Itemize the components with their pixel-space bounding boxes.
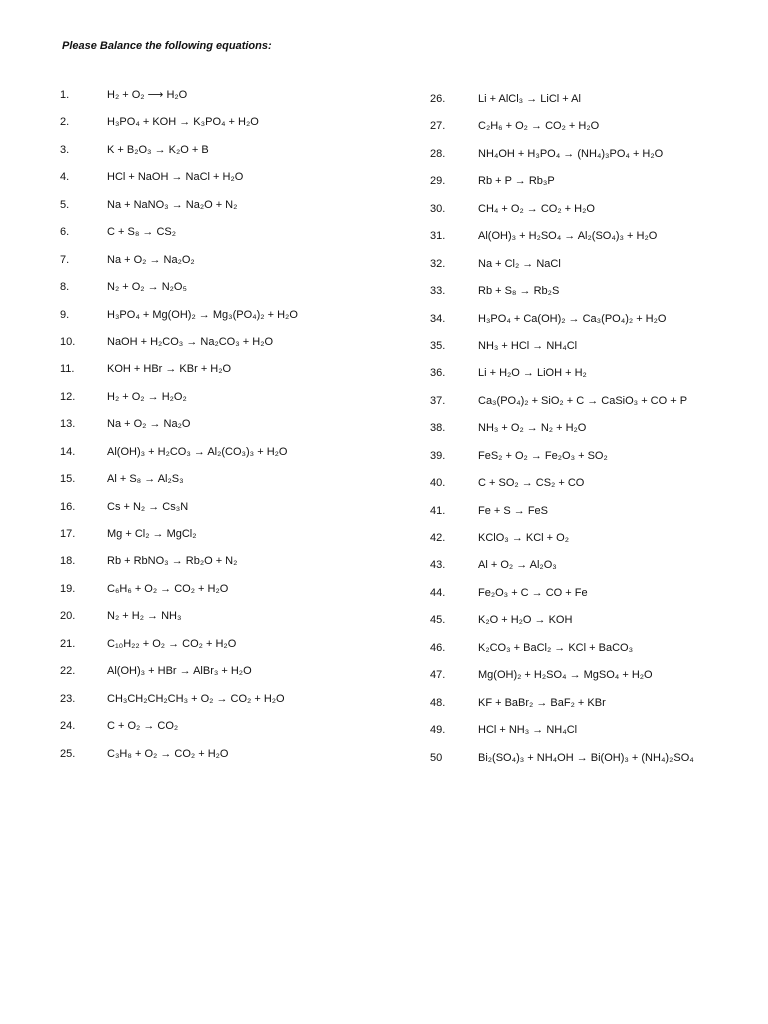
equation-text: Li + H₂O → LiOH + H₂ [478, 367, 587, 380]
equation-text: H₃PO₄ + Ca(OH)₂ → Ca₃(PO₄)₂ + H₂O [478, 312, 667, 325]
equation-row [430, 418, 768, 445]
equation-row [430, 610, 768, 637]
equation-row [430, 748, 768, 775]
equation-row [60, 661, 390, 688]
equation-text: Mg + Cl₂ → MgCl₂ [107, 528, 197, 540]
equation-number: 44. [430, 586, 446, 599]
equation-row [60, 579, 390, 606]
equation-row [430, 555, 768, 582]
equation-number: 9. [60, 308, 70, 321]
equation-row [430, 473, 768, 500]
equation-row [430, 199, 768, 226]
equation-row [60, 606, 390, 633]
equation-row [430, 665, 768, 692]
equation-row [430, 336, 768, 363]
equation-text: Al(OH)₃ + H₂CO₃ → Al₂(CO₃)₃ + H₂O [107, 445, 288, 458]
equation-row [430, 446, 768, 473]
equation-number: 41. [430, 504, 446, 517]
equation-number: 35. [430, 339, 446, 352]
equation-text: Fe₂O₃ + C → CO + Fe [478, 586, 588, 599]
equation-row [60, 634, 390, 661]
equation-number: 47. [430, 669, 446, 682]
equation-number: 15. [60, 473, 76, 486]
equation-row [430, 116, 768, 143]
equation-text: H₃PO₄ + KOH → K₃PO₄ + H₂O [107, 116, 259, 129]
equation-text: Na + Cl₂ → NaCl [478, 257, 561, 270]
equation-number: 31. [430, 230, 446, 243]
equation-row [430, 583, 768, 610]
equation-row [60, 387, 390, 414]
equation-row [60, 744, 390, 771]
equation-number: 38. [430, 422, 446, 435]
equation-text: C + SO₂ → CS₂ + CO [478, 477, 585, 490]
equation-number: 16. [60, 500, 76, 513]
equation-text: Rb + RbNO₃ → Rb₂O + N₂ [107, 555, 238, 568]
equation-number: 45. [430, 614, 446, 627]
equation-number: 7. [60, 253, 70, 266]
equation-text: C + S₈ → CS₂ [107, 226, 177, 239]
equation-text: KOH + HBr → KBr + H₂O [107, 363, 232, 376]
equation-text: CH₃CH₂CH₂CH₃ + O₂ → CO₂ + H₂O [107, 692, 285, 705]
equation-number: 20. [60, 610, 76, 623]
equation-row [430, 254, 768, 281]
equation-number: 48. [430, 696, 446, 709]
equation-number: 21. [60, 637, 76, 650]
equation-number: 14. [60, 445, 76, 458]
equation-row [60, 332, 390, 359]
equation-text: Cs + N₂ → Cs₃N [107, 500, 189, 513]
equation-number: 50 [430, 751, 443, 764]
equation-row [60, 112, 390, 139]
equation-number: 2. [60, 116, 70, 129]
equation-text: HCl + NH₃ → NH₄Cl [478, 724, 578, 737]
equation-number: 22. [60, 665, 76, 678]
equation-number: 39. [430, 449, 446, 462]
equation-row [430, 171, 768, 198]
equation-row [60, 305, 390, 332]
equation-text: HCl + NaOH → NaCl + H₂O [107, 171, 244, 184]
equation-list-left [60, 85, 390, 771]
equation-number: 27. [430, 120, 446, 133]
equation-text: Al(OH)₃ + H₂SO₄ → Al₂(SO₄)₃ + H₂O [478, 230, 658, 243]
equation-number: 3. [60, 143, 70, 156]
equation-number: 28. [430, 147, 446, 160]
equation-text: Al(OH)₃ + HBr → AlBr₃ + H₂O [107, 665, 252, 678]
equation-number: 26. [430, 93, 446, 105]
equation-number: 37. [430, 394, 446, 407]
equation-text: K₂CO₃ + BaCl₂ → KCl + BaCO₃ [478, 641, 634, 654]
equation-text: NH₄OH + H₃PO₄ → (NH₄)₃PO₄ + H₂O [478, 147, 664, 160]
equation-number: 23. [60, 692, 76, 705]
equation-text: Li + AlCl₃ → LiCl + Al [478, 93, 581, 105]
equation-number: 4. [60, 171, 70, 184]
equation-number: 32. [430, 257, 446, 270]
equation-text: NH₃ + O₂ → N₂ + H₂O [478, 422, 587, 435]
equation-row [430, 528, 768, 555]
equation-row [60, 222, 390, 249]
equation-text: Na + O₂ → Na₂O₂ [107, 253, 195, 266]
equation-text: FeS₂ + O₂ → Fe₂O₃ + SO₂ [478, 449, 608, 462]
equation-number: 40. [430, 477, 446, 490]
equation-number: 30. [430, 202, 446, 215]
equation-row [430, 309, 768, 336]
equation-row [60, 85, 390, 112]
equation-number: 42. [430, 532, 446, 544]
equation-text: Na + NaNO₃ → Na₂O + N₂ [107, 198, 238, 211]
equation-row [60, 716, 390, 743]
equation-row [430, 89, 768, 116]
equation-number: 8. [60, 281, 70, 294]
equation-row [430, 281, 768, 308]
equation-number: 43. [430, 559, 446, 572]
equation-row [430, 226, 768, 253]
equation-row [430, 720, 768, 747]
equation-row [60, 414, 390, 441]
equation-row [60, 497, 390, 524]
equation-row [60, 551, 390, 578]
equation-number: 12. [60, 390, 76, 403]
equation-row [430, 391, 768, 418]
equation-text: Al + O₂ → Al₂O₃ [478, 559, 557, 572]
equation-text: NH₃ + HCl → NH₄Cl [478, 339, 578, 352]
equation-number: 36. [430, 367, 446, 380]
equation-row [430, 693, 768, 720]
equation-row [430, 144, 768, 171]
equation-text: K₂O + H₂O → KOH [478, 614, 573, 627]
equation-number: 49. [430, 724, 446, 737]
equation-text: H₃PO₄ + Mg(OH)₂ → Mg₃(PO₄)₂ + H₂O [107, 308, 298, 321]
equation-text: CH₄ + O₂ → CO₂ + H₂O [478, 202, 595, 215]
equation-number: 46. [430, 641, 446, 654]
equation-text: Ca₃(PO₄)₂ + SiO₂ + C → CaSiO₃ + CO + P [478, 394, 688, 407]
equation-row [60, 250, 390, 277]
equation-text: Fe + S → FeS [478, 504, 548, 517]
equation-text: NaOH + H₂CO₃ → Na₂CO₃ + H₂O [107, 335, 274, 348]
equation-row [430, 501, 768, 528]
equation-row [60, 359, 390, 386]
equation-number: 29. [430, 175, 446, 188]
equation-row [60, 277, 390, 304]
equation-text: Al + S₈ → Al₂S₃ [107, 473, 184, 486]
equation-text: Rb + S₈ → Rb₂S [478, 285, 560, 298]
equation-number: 18. [60, 555, 76, 568]
equation-text: C₁₀H₂₂ + O₂ → CO₂ + H₂O [107, 637, 237, 650]
equation-row [60, 167, 390, 194]
equation-text: C₆H₆ + O₂ → CO₂ + H₂O [107, 582, 229, 595]
equation-row [430, 638, 768, 665]
equation-number: 25. [60, 747, 76, 760]
worksheet-title: Please Balance the following equations: [62, 40, 272, 52]
equation-number: 6. [60, 226, 70, 239]
equation-list-right [430, 89, 768, 775]
equation-number: 13. [60, 418, 76, 431]
equation-number: 5. [60, 198, 70, 211]
equation-text: C₃H₈ + O₂ → CO₂ + H₂O [107, 747, 229, 760]
equation-text: H₂ + O₂ ⟶ H₂O [107, 89, 188, 101]
equation-row [60, 524, 390, 551]
equation-number: 24. [60, 720, 76, 733]
equation-row [60, 442, 390, 469]
equation-text: K + B₂O₃ → K₂O + B [107, 143, 209, 156]
equation-number: 11. [60, 363, 75, 376]
equation-text: KClO₃ → KCl + O₂ [478, 532, 569, 544]
equation-text: C₂H₆ + O₂ → CO₂ + H₂O [478, 120, 600, 133]
equation-text: N₂ + H₂ → NH₃ [107, 610, 182, 623]
equation-number: 1. [60, 89, 70, 101]
equation-number: 34. [430, 312, 446, 325]
equation-text: Na + O₂ → Na₂O [107, 418, 191, 431]
equation-text: KF + BaBr₂ → BaF₂ + KBr [478, 696, 606, 709]
equation-row [60, 469, 390, 496]
equation-text: Rb + P → Rb₃P [478, 175, 555, 188]
equation-number: 33. [430, 285, 446, 298]
equation-text: Bi₂(SO₄)₃ + NH₄OH → Bi(OH)₃ + (NH₄)₂SO₄ [478, 751, 694, 764]
equation-text: Mg(OH)₂ + H₂SO₄ → MgSO₄ + H₂O [478, 669, 653, 682]
equation-row [60, 689, 390, 716]
equation-number: 10. [60, 335, 76, 348]
equation-number: 19. [60, 582, 76, 595]
equation-row [430, 363, 768, 390]
equation-text: N₂ + O₂ → N₂O₅ [107, 281, 187, 294]
equation-text: C + O₂ → CO₂ [107, 720, 179, 733]
equation-number: 17. [60, 528, 76, 540]
equation-text: H₂ + O₂ → H₂O₂ [107, 390, 187, 403]
equation-row [60, 140, 390, 167]
equation-row [60, 195, 390, 222]
